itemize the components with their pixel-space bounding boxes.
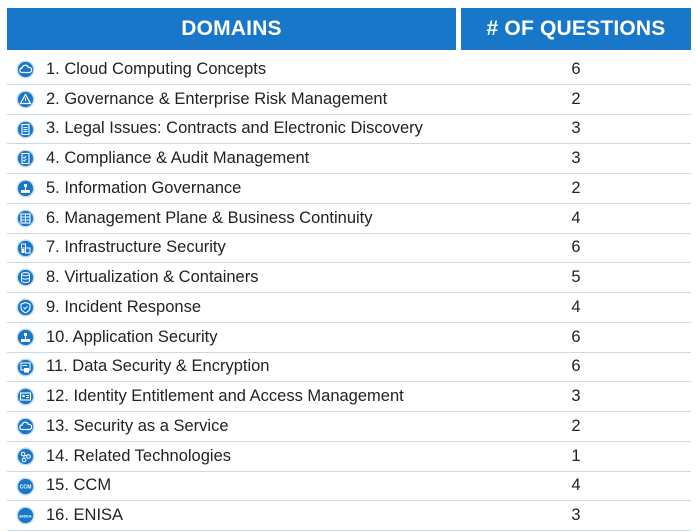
warning-icon — [16, 90, 35, 109]
table-row — [7, 115, 691, 145]
table-row — [7, 442, 691, 472]
domain-name: 11. Data Security & Encryption — [46, 357, 270, 376]
domains-header: DOMAINS — [7, 8, 456, 50]
table-row — [7, 323, 691, 353]
table-row — [7, 263, 691, 293]
domain-name: 13. Security as a Service — [46, 416, 229, 435]
table-row — [7, 293, 691, 323]
table-row — [7, 472, 691, 502]
question-count: 4 — [571, 208, 581, 227]
domain-name: 5. Information Governance — [46, 178, 242, 197]
table-row — [7, 353, 691, 383]
question-count: 4 — [571, 476, 581, 495]
question-count: 6 — [571, 238, 581, 257]
nodes-icon — [16, 447, 35, 466]
questions-header: # OF QUESTIONS — [461, 8, 691, 50]
question-count: 2 — [571, 416, 581, 435]
server-grid-icon — [16, 209, 35, 228]
data-lock-icon — [16, 358, 35, 377]
domain-name: 12. Identity Entitlement and Access Management — [46, 387, 404, 406]
question-count: 5 — [571, 268, 581, 287]
question-count: 3 — [571, 119, 581, 138]
domain-name: 7. Infrastructure Security — [46, 238, 226, 257]
domain-name: 8. Virtualization & Containers — [46, 268, 259, 287]
domain-name: 16. ENISA — [46, 506, 124, 525]
question-count: 3 — [571, 387, 581, 406]
domain-rows — [7, 55, 691, 531]
question-count: 6 — [571, 357, 581, 376]
question-count: 6 — [571, 59, 581, 78]
domain-name: 3. Legal Issues: Contracts and Electronic Discovery — [46, 119, 423, 138]
domain-name: 2. Governance & Enterprise Risk Management — [46, 89, 388, 108]
enisa-icon — [16, 506, 35, 525]
question-count: 4 — [571, 297, 581, 316]
id-card-icon — [16, 387, 35, 406]
domain-name: 6. Management Plane & Business Continuity — [46, 208, 373, 227]
svg-text:ENISA: ENISA — [19, 513, 32, 519]
table-row — [7, 234, 691, 264]
question-count: 2 — [571, 89, 581, 108]
database-icon — [16, 268, 35, 287]
table-row — [7, 85, 691, 115]
domain-name: 14. Related Technologies — [46, 446, 231, 465]
question-count: 1 — [571, 446, 581, 465]
domain-name: 4. Compliance & Audit Management — [46, 149, 310, 168]
checklist-icon — [16, 149, 35, 168]
domain-name: 15. CCM — [46, 476, 112, 495]
cloud-service-icon — [16, 417, 35, 436]
table-row — [7, 55, 691, 85]
domain-name: 10. Application Security — [46, 327, 218, 346]
table-row — [7, 382, 691, 412]
question-count: 2 — [571, 178, 581, 197]
domain-name: 1. Cloud Computing Concepts — [46, 59, 267, 78]
ccm-icon — [16, 477, 35, 496]
question-count: 3 — [571, 506, 581, 525]
svg-text:CCM: CCM — [19, 483, 32, 490]
question-count: 3 — [571, 149, 581, 168]
hierarchy-icon — [16, 179, 35, 198]
app-blocks-icon — [16, 328, 35, 347]
table-row — [7, 412, 691, 442]
shield-icon — [16, 298, 35, 317]
table-row — [7, 204, 691, 234]
table-row — [7, 174, 691, 204]
cloud-icon — [16, 60, 35, 79]
table-row — [7, 501, 691, 531]
infrastructure-icon — [16, 239, 35, 258]
table-row — [7, 144, 691, 174]
document-icon — [16, 120, 35, 139]
question-count: 6 — [571, 327, 581, 346]
domain-name: 9. Incident Response — [46, 297, 202, 316]
